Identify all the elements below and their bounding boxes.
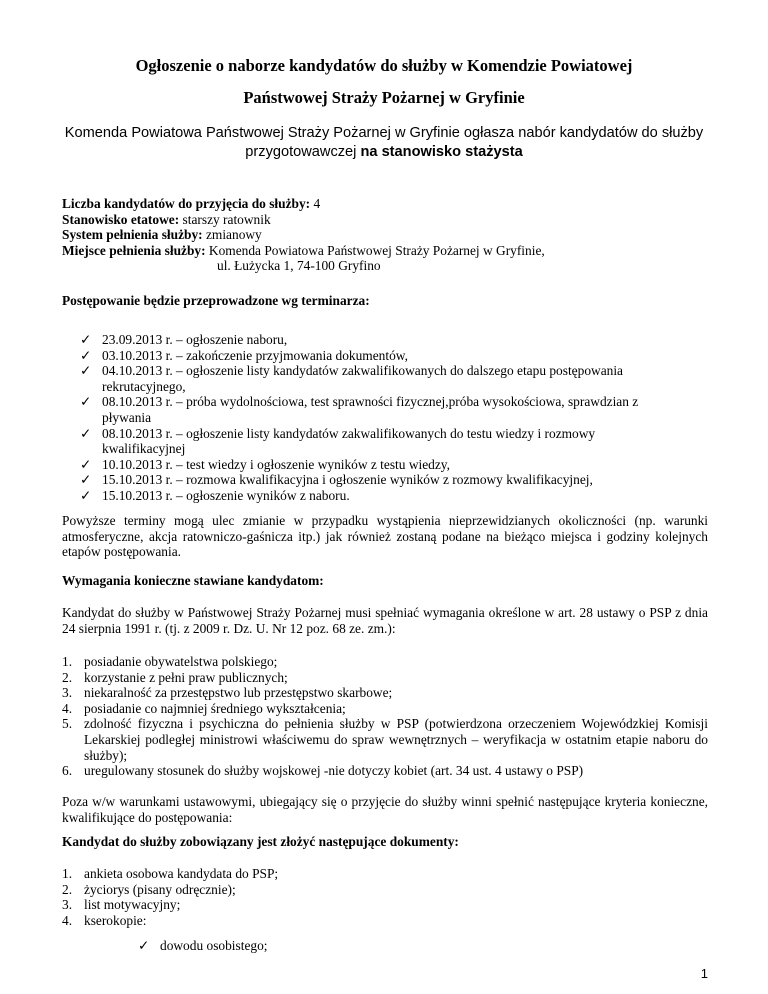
document-sub-text: dowodu osobistego;: [160, 938, 268, 953]
schedule-item-line: 03.10.2013 r. – zakończenie przyjmowania dokumentów,: [102, 347, 408, 363]
schedule-item: [80, 332, 708, 348]
document-text: życiorys (pisany odręcznie);: [84, 881, 236, 897]
requirement-item: [62, 701, 708, 717]
schedule-item-line: 08.10.2013 r. – ogłoszenie listy kandydatów zakwalifikowanych do testu wiedzy i rozmowy: [102, 425, 596, 441]
document-item: [62, 866, 708, 882]
info-system: [62, 227, 708, 243]
schedule-item: [80, 472, 708, 488]
document-number: 2.: [62, 881, 73, 897]
info-place-label: Miejsce pełnienia służby:: [62, 242, 206, 258]
intro-line-1: Komenda Powiatowa Państwowej Straży Pożarnej w Gryfinie ogłasza nabór kandydatów do służby: [64, 125, 704, 141]
info-place: [62, 243, 708, 259]
schedule-item-line: 04.10.2013 r. – ogłoszenie listy kandydatów zakwalifikowanych do dalszego etapu postępowania: [102, 363, 623, 379]
info-position-value: starszy ratownik: [179, 211, 271, 227]
schedule-heading: Postępowanie będzie przeprowadzone wg terminarza:: [62, 293, 370, 308]
document-text: kserokopie:: [84, 912, 147, 928]
document-item: [62, 882, 708, 898]
check-icon: ✓: [80, 456, 92, 472]
check-icon: ✓: [80, 425, 92, 441]
requirements-list: [62, 654, 708, 779]
intro-position: na stanowisko stażysta: [360, 144, 523, 160]
info-count-value: 4: [310, 196, 321, 211]
check-icon: ✓: [80, 332, 92, 347]
requirement-item: [62, 670, 708, 686]
check-icon: ✓: [80, 394, 92, 410]
schedule-item-line: 15.10.2013 r. – rozmowa kwalifikacyjna i ogłoszenie wyników z rozmowy kwalifikacyjnej,: [102, 472, 593, 488]
page-number: 1: [700, 966, 708, 981]
document-text: ankieta osobowa kandydata do PSP;: [84, 866, 279, 881]
requirement-item: [62, 716, 708, 763]
requirement-number: 4.: [62, 700, 73, 716]
info-place-address: ul. Łużycka 1, 74-100 Gryfino: [217, 258, 381, 274]
requirements-heading: Wymagania konieczne stawiane kandydatom:: [62, 573, 324, 588]
schedule-item-line: 23.09.2013 r. – ogłoszenie naboru,: [102, 332, 288, 347]
schedule-note: Powyższe terminy mogą ulec zmianie w przypadku wystąpienia nieprzewidzianych okoliczności (np. warunki atmosferyczne, akcja ratowniczo-gaśnicza itp.) jak również zostaną podane na bieżąco miejsca i godziny kolejnych etapów postępowania.: [62, 513, 708, 560]
document-item: [62, 913, 708, 929]
schedule-list: [80, 332, 708, 504]
documents-heading: Kandydat do służby zobowiązany jest złożyć następujące dokumenty:: [62, 834, 459, 849]
document-title: [60, 50, 708, 114]
check-icon: ✓: [80, 347, 92, 363]
check-icon: ✓: [80, 472, 92, 488]
requirement-number: 5.: [62, 716, 73, 732]
schedule-item: [80, 426, 708, 457]
requirement-item: [62, 763, 708, 779]
title-line-2: Państwowej Straży Pożarnej w Gryfinie: [243, 88, 525, 107]
check-icon: ✓: [80, 363, 92, 379]
schedule-item: [80, 488, 708, 504]
schedule-item-line-cont: kwalifikacyjnej: [102, 441, 186, 457]
info-place-value: Komenda Powiatowa Państwowej Straży Pożarnej w Gryfinie,: [205, 242, 545, 258]
info-position-label: Stanowisko etatowe:: [62, 211, 180, 227]
check-icon: ✓: [80, 487, 92, 503]
document-number: 1.: [62, 866, 73, 881]
requirement-text: zdolność fizyczna i psychiczna do pełnienia służby w PSP (potwierdzona orzeczeniem Wojewódzkiej Komisji Lekarskiej podległej ministrowi właściwemu do spraw wewnętrznych – weryfikacja w ostatnim etapie naboru do służby);: [84, 716, 708, 763]
requirement-text: posiadanie obywatelstwa polskiego;: [84, 654, 278, 669]
requirement-text: niekaralność za przestępstwo lub przestępstwo skarbowe;: [84, 685, 393, 701]
title-line-1: Ogłoszenie o naborze kandydatów do służby w Komendzie Powiatowej: [135, 56, 633, 75]
documents-list: [62, 866, 708, 928]
intro-line-2: przygotowawczej: [245, 144, 361, 160]
requirement-text: korzystanie z pełni praw publicznych;: [84, 669, 288, 685]
document-sub-item: [138, 938, 268, 954]
requirement-item: [62, 654, 708, 670]
info-count: [62, 196, 708, 212]
requirement-number: 6.: [62, 763, 73, 779]
requirement-text: posiadanie co najmniej średniego wykształcenia;: [84, 700, 346, 716]
document-number: 3.: [62, 897, 73, 913]
documents-sub-list-wrap: [138, 938, 268, 954]
info-count-label: Liczba kandydatów do przyjęcia do służby:: [62, 196, 311, 211]
document-number: 4.: [62, 912, 73, 928]
schedule-item: [80, 394, 708, 425]
requirement-number: 2.: [62, 669, 73, 685]
requirements-list-wrap: [62, 654, 708, 779]
schedule-list-wrap: [80, 332, 708, 504]
documents-sub-list: [138, 938, 268, 954]
requirement-number: 1.: [62, 654, 73, 669]
info-system-label: System pełnienia służby:: [62, 227, 203, 243]
schedule-item-line-cont: pływania: [102, 409, 152, 425]
schedule-item-line-cont: rekrutacyjnego,: [102, 378, 186, 394]
requirement-number: 3.: [62, 685, 73, 701]
schedule-item: [80, 348, 708, 364]
info-position: [62, 212, 708, 228]
requirements-extra: Poza w/w warunkami ustawowymi, ubiegający się o przyjęcie do służby winni spełnić następujące kryteria konieczne, kwalifikujące do postępowania:: [62, 794, 708, 825]
requirements-intro: Kandydat do służby w Państwowej Straży Pożarnej musi spełniać wymagania określone w art. 28 ustawy o PSP z dnia 24 sierpnia 1991 r. (tj. z 2009 r. Dz. U. Nr 12 poz. 68 ze. zm.):: [62, 605, 708, 636]
schedule-item: [80, 457, 708, 473]
document-text: list motywacyjny;: [84, 897, 181, 913]
schedule-item-line: 15.10.2013 r. – ogłoszenie wyników z naboru.: [102, 487, 350, 503]
requirement-text: uregulowany stosunek do służby wojskowej -nie dotyczy kobiet (art. 34 ust. 4 ustawy o PSP): [84, 763, 584, 779]
info-system-value: zmianowy: [202, 227, 262, 243]
info-block: [62, 196, 708, 274]
schedule-item: [80, 363, 708, 394]
schedule-item-line: 08.10.2013 r. – próba wydolnościowa, test sprawności fizycznej,próba wysokościowa, sprawdzian z: [102, 394, 639, 410]
intro-paragraph: [60, 124, 708, 162]
check-icon: ✓: [138, 938, 150, 953]
requirement-item: [62, 685, 708, 701]
documents-list-wrap: [62, 866, 708, 928]
schedule-item-line: 10.10.2013 r. – test wiedzy i ogłoszenie wyników z testu wiedzy,: [102, 456, 450, 472]
document-item: [62, 897, 708, 913]
